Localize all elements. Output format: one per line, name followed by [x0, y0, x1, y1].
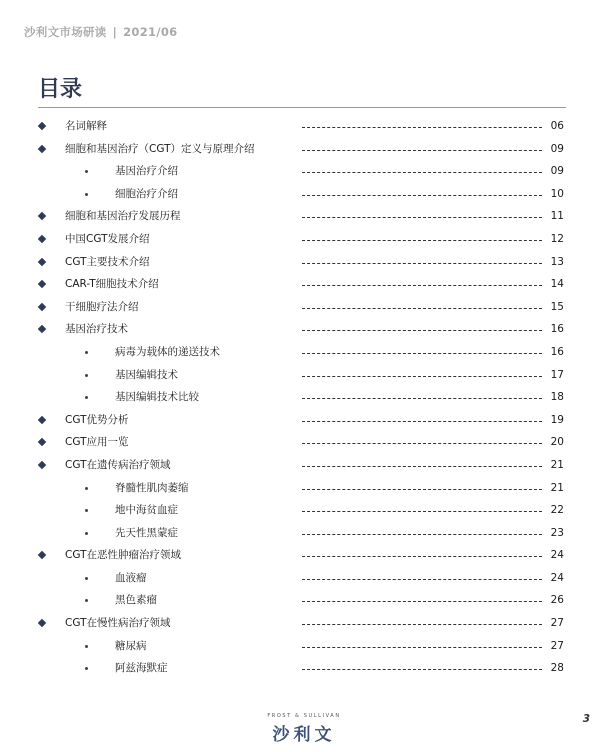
- toc-entry-label: 细胞和基因治疗发展历程: [65, 210, 181, 223]
- diamond-bullet-icon: [38, 144, 46, 152]
- logo-english-text: FROST & SULLIVAN: [267, 713, 341, 719]
- toc-entry[interactable]: [0, 589, 602, 612]
- toc-entry-page: 21: [550, 481, 564, 494]
- toc-entry[interactable]: [0, 115, 602, 138]
- toc-entry-label: 基因编辑技术: [115, 368, 178, 381]
- toc-entry-page: 23: [550, 526, 564, 539]
- page-number: 3: [582, 713, 590, 725]
- toc-entry-label: 先天性黑蒙症: [115, 526, 178, 539]
- toc-entry[interactable]: [0, 341, 602, 364]
- toc-leader-dashes: [302, 172, 542, 173]
- diamond-bullet-icon: [38, 415, 46, 423]
- toc-entry-label: CGT主要技术介绍: [65, 255, 150, 268]
- toc-entry[interactable]: [0, 499, 602, 522]
- dot-bullet-icon: [85, 645, 88, 648]
- dot-bullet-icon: [85, 170, 88, 173]
- diamond-bullet-icon: [38, 461, 46, 469]
- toc-entry[interactable]: [0, 522, 602, 545]
- dot-bullet-icon: [85, 396, 88, 399]
- toc-entry[interactable]: [0, 205, 602, 228]
- toc-entry-page: 26: [550, 594, 564, 607]
- page-header: [24, 24, 177, 40]
- toc-entry-page: 15: [550, 300, 564, 313]
- toc-entry-label: 基因编辑技术比较: [115, 391, 199, 404]
- diamond-bullet-icon: [38, 122, 46, 130]
- header-date: 2021/06: [123, 25, 178, 39]
- toc-leader-dashes: [302, 240, 542, 241]
- toc-entry-page: 20: [550, 436, 564, 449]
- toc-leader-dashes: [302, 195, 542, 196]
- toc-leader-dashes: [302, 647, 542, 648]
- toc-entry-page: 09: [550, 165, 564, 178]
- toc-entry[interactable]: [0, 138, 602, 161]
- dot-bullet-icon: [85, 532, 88, 535]
- toc-entry-page: 17: [550, 368, 564, 381]
- frost-sullivan-logo: [264, 713, 344, 745]
- header-brand: 沙利文市场研读: [24, 25, 107, 39]
- toc-leader-dashes: [302, 376, 542, 377]
- toc-leader-dashes: [302, 150, 542, 151]
- toc-entry[interactable]: [0, 612, 602, 635]
- logo-chinese-text: 沙利文: [272, 725, 336, 745]
- toc-entry-page: 27: [550, 617, 564, 630]
- header-separator: |: [112, 25, 118, 39]
- dot-bullet-icon: [85, 193, 88, 196]
- toc-entry-label: 中国CGT发展介绍: [65, 232, 150, 245]
- diamond-bullet-icon: [38, 280, 46, 288]
- dot-bullet-icon: [85, 667, 88, 670]
- toc-entry-label: 脊髓性肌肉萎缩: [115, 481, 189, 494]
- diamond-bullet-icon: [38, 212, 46, 220]
- toc-entry[interactable]: [0, 296, 602, 319]
- diamond-bullet-icon: [38, 619, 46, 627]
- toc-leader-dashes: [302, 217, 542, 218]
- toc-leader-dashes: [302, 466, 542, 467]
- toc-entry-label: 地中海贫血症: [115, 504, 178, 517]
- toc-leader-dashes: [302, 489, 542, 490]
- toc-leader-dashes: [302, 421, 542, 422]
- toc-entry[interactable]: [0, 228, 602, 251]
- toc-entry[interactable]: [0, 477, 602, 500]
- toc-leader-dashes: [302, 353, 542, 354]
- toc-entry-label: 病毒为载体的递送技术: [115, 345, 220, 358]
- toc-entry-label: 名词解释: [65, 120, 107, 132]
- toc-leader-dashes: [302, 308, 542, 309]
- toc-entry[interactable]: [0, 160, 602, 183]
- diamond-bullet-icon: [38, 438, 46, 446]
- toc-entry-label: 血液瘤: [115, 571, 147, 584]
- toc-entry-page: 19: [550, 413, 564, 426]
- dot-bullet-icon: [85, 599, 88, 602]
- toc-entry-label: 细胞治疗介绍: [115, 187, 178, 200]
- toc-entry-label: CAR-T细胞技术介绍: [65, 278, 159, 291]
- toc-entry-label: 基因治疗技术: [65, 323, 128, 336]
- toc-entry-page: 11: [550, 210, 564, 223]
- toc-entry-label: CGT在慢性病治疗领域: [65, 617, 171, 630]
- toc-entry-label: CGT优势分析: [65, 413, 129, 426]
- toc-entry-page: 28: [550, 662, 564, 675]
- toc-entry-page: 10: [550, 187, 564, 200]
- toc-entry[interactable]: [0, 544, 602, 567]
- toc-entry[interactable]: [0, 251, 602, 274]
- diamond-bullet-icon: [38, 235, 46, 243]
- dot-bullet-icon: [85, 374, 88, 377]
- diamond-bullet-icon: [38, 257, 46, 265]
- toc-entry-label: 基因治疗介绍: [115, 165, 178, 178]
- toc-entry-label: 细胞和基因治疗（CGT）定义与原理介绍: [65, 142, 255, 155]
- toc-entry-page: 27: [550, 639, 564, 652]
- toc-entry-page: 12: [550, 232, 564, 245]
- toc-entry-page: 18: [550, 391, 564, 404]
- toc-leader-dashes: [302, 398, 542, 399]
- toc-leader-dashes: [302, 556, 542, 557]
- toc-leader-dashes: [302, 669, 542, 670]
- diamond-bullet-icon: [38, 325, 46, 333]
- toc-leader-dashes: [302, 624, 542, 625]
- toc-leader-dashes: [302, 579, 542, 580]
- toc-entry-page: 13: [550, 255, 564, 268]
- toc-entry[interactable]: [0, 567, 602, 590]
- toc-entry-page: 24: [550, 571, 564, 584]
- toc-entry-page: 24: [550, 549, 564, 562]
- toc-entry[interactable]: [0, 364, 602, 387]
- diamond-bullet-icon: [38, 551, 46, 559]
- toc-entry-page: 09: [550, 142, 564, 155]
- toc-leader-dashes: [302, 330, 542, 331]
- toc-entry[interactable]: [0, 273, 602, 296]
- toc-entry[interactable]: [0, 657, 602, 680]
- dot-bullet-icon: [85, 487, 88, 490]
- toc-entry-label: CGT应用一览: [65, 436, 129, 449]
- toc-entry-page: 16: [550, 323, 564, 336]
- table-of-contents: [0, 115, 602, 680]
- toc-leader-dashes: [302, 511, 542, 512]
- toc-leader-dashes: [302, 127, 542, 128]
- toc-leader-dashes: [302, 263, 542, 264]
- toc-entry[interactable]: [0, 183, 602, 206]
- toc-leader-dashes: [302, 534, 542, 535]
- toc-entry-page: 06: [550, 120, 564, 132]
- toc-entry-page: 21: [550, 458, 564, 471]
- toc-entry-label: 干细胞疗法介绍: [65, 300, 139, 313]
- toc-leader-dashes: [302, 601, 542, 602]
- page-title: 目录: [38, 77, 83, 102]
- title-divider: [38, 107, 566, 108]
- toc-leader-dashes: [302, 285, 542, 286]
- toc-entry[interactable]: [0, 454, 602, 477]
- toc-entry[interactable]: [0, 409, 602, 432]
- toc-entry[interactable]: [0, 635, 602, 658]
- toc-entry-label: 糖尿病: [115, 639, 147, 652]
- toc-entry[interactable]: [0, 318, 602, 341]
- toc-entry-page: 14: [550, 278, 564, 291]
- toc-entry-label: 黑色素瘤: [115, 594, 157, 607]
- toc-entry-page: 16: [550, 345, 564, 358]
- dot-bullet-icon: [85, 577, 88, 580]
- toc-entry-page: 22: [550, 504, 564, 517]
- toc-entry[interactable]: [0, 431, 602, 454]
- toc-leader-dashes: [302, 443, 542, 444]
- dot-bullet-icon: [85, 509, 88, 512]
- diamond-bullet-icon: [38, 303, 46, 311]
- toc-entry-label: CGT在遗传病治疗领域: [65, 458, 171, 471]
- dot-bullet-icon: [85, 351, 88, 354]
- toc-entry-label: 阿兹海默症: [115, 662, 168, 675]
- toc-entry[interactable]: [0, 386, 602, 409]
- toc-entry-label: CGT在恶性肿瘤治疗领域: [65, 549, 182, 562]
